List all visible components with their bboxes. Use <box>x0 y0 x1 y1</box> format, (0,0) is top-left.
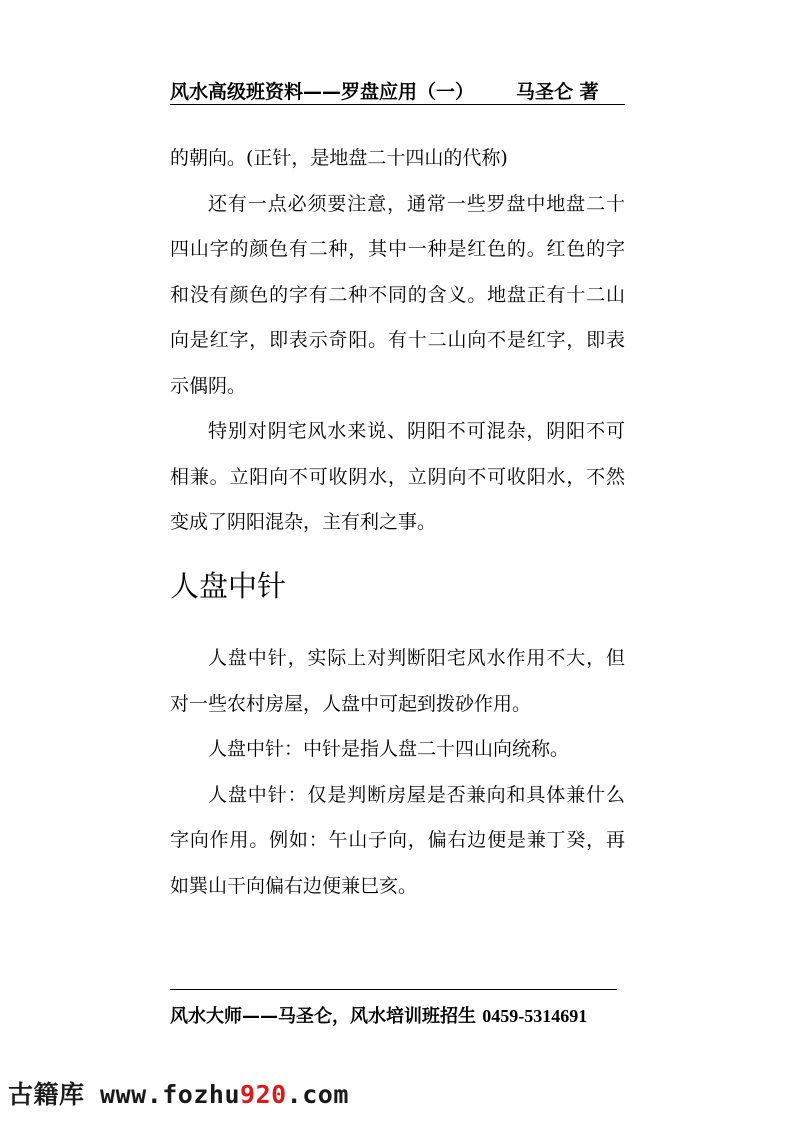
paragraph: 人盘中针：仅是判断房屋是否兼向和具体兼什么字向作用。例如：午山子向，偏右边便是兼丁癸，再如巽山干向偏右边便兼巳亥。 <box>170 783 625 897</box>
paragraph: 特别对阴宅风水来说、阴阳不可混杂，阴阳不可相兼。立阳向不可收阴水，立阴向不可收阳水，不然变成了阴阳混杂，主有利之事。 <box>170 420 625 533</box>
footer-divider <box>170 989 617 990</box>
header-author: 马圣仑 著 <box>516 81 599 103</box>
paragraph: 人盘中针，实际上对判断阳宅风水作用不大，但对一些农村房屋，人盘中可起到拨砂作用。 <box>170 647 625 715</box>
page-header <box>170 80 625 105</box>
watermark-prefix: 古籍库 www.fozhu <box>8 1080 241 1109</box>
header-title: 风水高级班资料——罗盘应用（一） <box>170 81 475 103</box>
paragraph: 还有一点必须要注意，通常一些罗盘中地盘二十四山字的颜色有二种，其中一种是红色的。红色的字和没有颜色的字有二种不同的含义。地盘正有十二山向是红字，即表示奇阳。有十二山向不是红字，即表示偶阴。 <box>170 192 625 397</box>
footer-phone: 0459-5314691 <box>482 1006 588 1026</box>
paragraph: 的朝向。(正针，是地盘二十四山的代称) <box>170 147 508 169</box>
section-heading: 人盘中针 <box>170 569 287 603</box>
paragraph: 人盘中针：中针是指人盘二十四山向统称。 <box>208 738 570 760</box>
watermark-digits: 920 <box>240 1080 287 1109</box>
site-watermark <box>8 1078 349 1112</box>
page-footer <box>170 1003 587 1030</box>
footer-text: 风水大师——马圣仑，风水培训班招生 <box>170 1006 476 1027</box>
body-text-top <box>170 136 625 546</box>
body-text-section <box>170 636 625 909</box>
watermark-suffix: .com <box>286 1080 349 1109</box>
